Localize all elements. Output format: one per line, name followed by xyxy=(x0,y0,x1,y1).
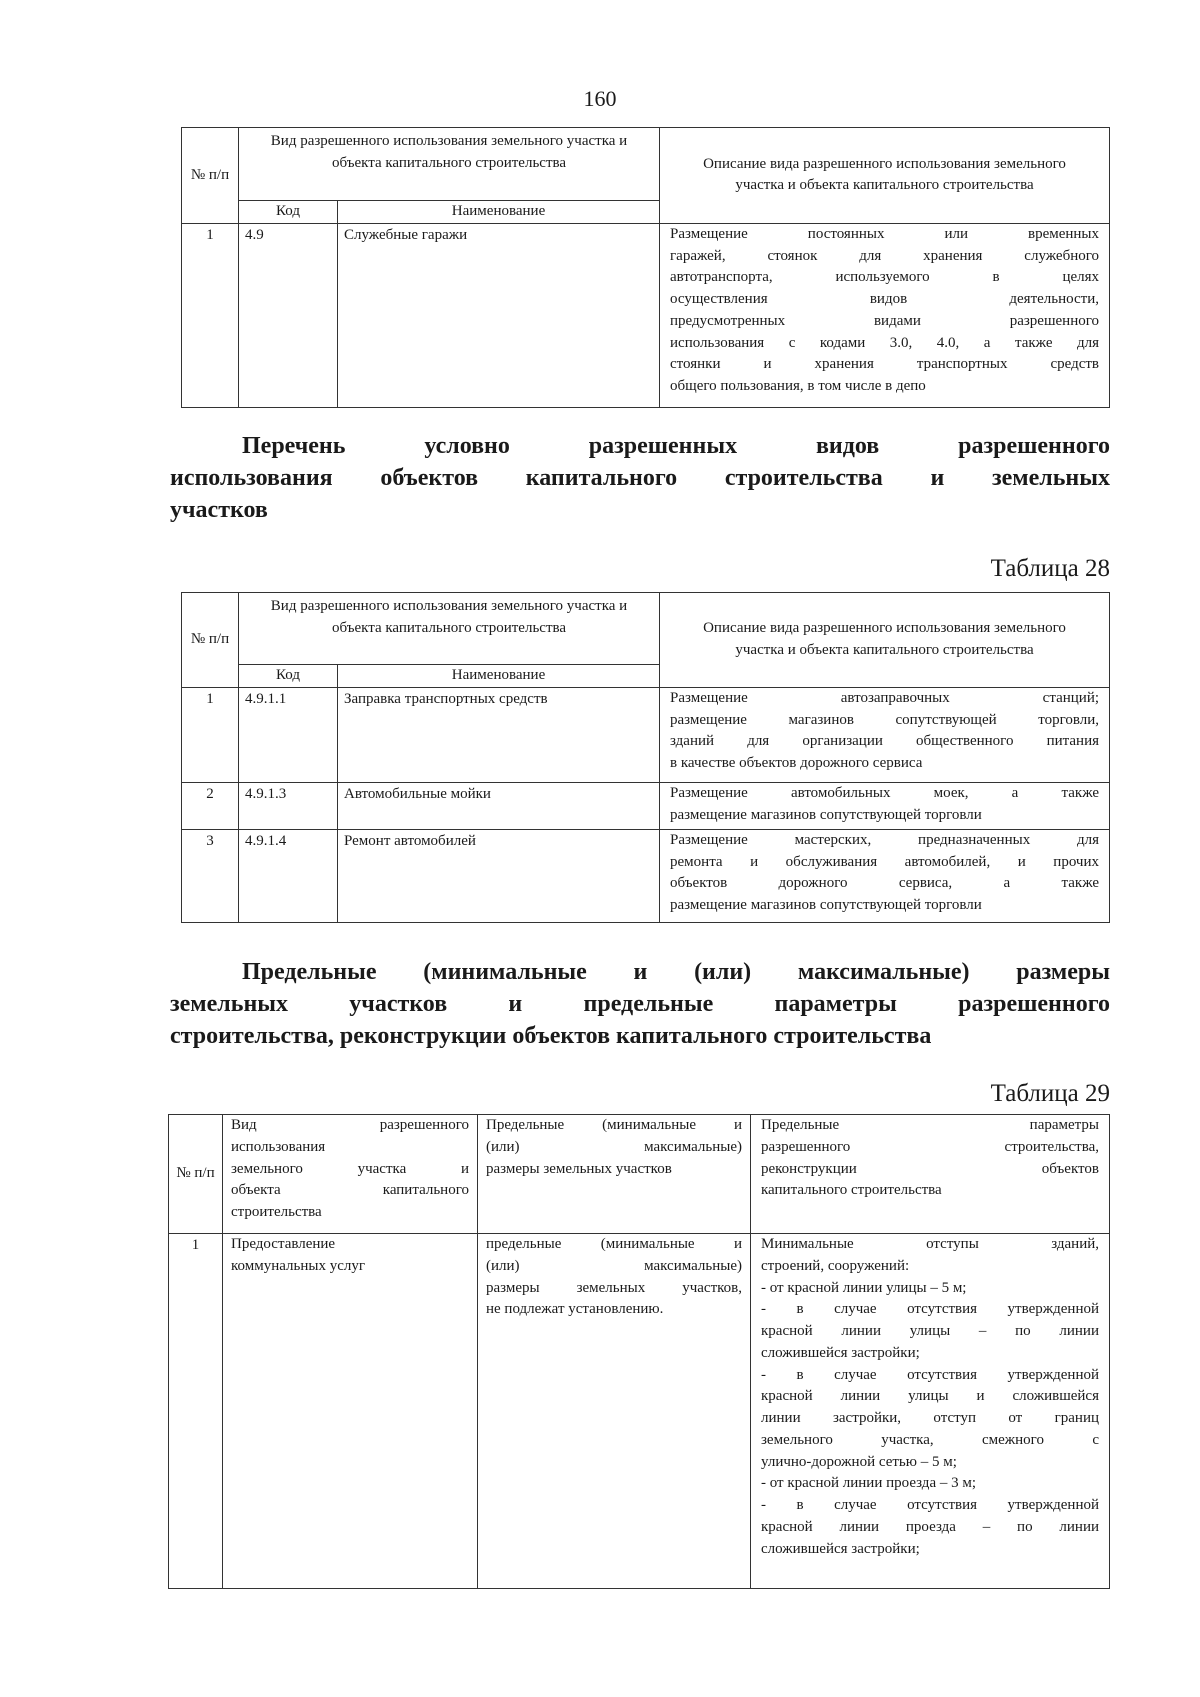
row-description xyxy=(660,687,1110,782)
table-28 xyxy=(181,592,1110,923)
section-heading-conditional-uses xyxy=(170,430,1110,526)
desc-line: использования с кодами 3.0, 4.0, а также для xyxy=(670,334,1100,351)
header-line: строительства xyxy=(231,1204,322,1220)
cell-line: предельные (минимальные и xyxy=(486,1236,742,1252)
row-code: 4.9.1.1 xyxy=(239,687,338,782)
header-line: использования xyxy=(231,1138,326,1155)
table-row xyxy=(182,829,1110,922)
header-sizes xyxy=(478,1115,751,1234)
cell-line: не подлежат установлению. xyxy=(486,1301,664,1318)
header-num: № п/п xyxy=(182,593,239,688)
row-num: 1 xyxy=(182,687,239,782)
row-vri xyxy=(223,1234,478,1589)
row-description xyxy=(660,782,1110,829)
row-params xyxy=(751,1234,1110,1589)
header-line: Предельные (минимальные и xyxy=(486,1117,742,1133)
desc-line: размещение магазинов сопутствующей торговли xyxy=(670,897,982,913)
desc-line: размещение магазинов сопутствующей торговли, xyxy=(670,711,1100,728)
cell-line: земельного участка, смежного с xyxy=(761,1431,1099,1448)
cell-line: Минимальные отступы зданий, xyxy=(761,1236,1099,1252)
heading-line: Перечень условно разрешенных видов разрешенного xyxy=(242,433,1110,459)
heading-line: строительства, реконструкции объектов капитального строительства xyxy=(170,1023,932,1049)
desc-line: стоянки и хранения транспортных средств xyxy=(670,356,1100,373)
table-top xyxy=(181,127,1110,408)
row-name: Заправка транспортных средств xyxy=(338,687,660,782)
cell-line: строений, сооружений: xyxy=(761,1257,910,1274)
desc-line: общего пользования, в том числе в депо xyxy=(670,378,926,394)
header-code: Код xyxy=(239,201,338,224)
heading-line: участков xyxy=(170,497,268,523)
header-line: объекта капитального xyxy=(231,1182,469,1199)
heading-line: Предельные (минимальные и (или) максимальные) размеры xyxy=(242,959,1110,985)
header-line: разрешенного строительства, xyxy=(761,1138,1099,1155)
desc-line: в качестве объектов дорожного сервиса xyxy=(670,755,923,771)
header-line: размеры земельных участков xyxy=(486,1160,672,1177)
header-vri xyxy=(223,1115,478,1234)
desc-line: Размещение мастерских, предназначенных для xyxy=(670,831,1100,848)
row-sizes xyxy=(478,1234,751,1589)
row-description xyxy=(660,829,1110,922)
table29-caption: Таблица 29 xyxy=(990,1080,1110,1107)
desc-line: предусмотренных видами разрешенного xyxy=(670,312,1100,329)
row-num: 1 xyxy=(182,223,239,407)
table-row xyxy=(182,687,1110,782)
header-vri-group: Вид разрешенного использования земельного участка и объекта капитального строительства xyxy=(239,593,660,665)
header-params xyxy=(751,1115,1110,1234)
header-num: № п/п xyxy=(169,1115,223,1234)
desc-line: гаражей, стоянок для хранения служебного xyxy=(670,247,1100,264)
header-line: Предельные параметры xyxy=(761,1117,1099,1133)
row-code: 4.9.1.4 xyxy=(239,829,338,922)
page-number: 160 xyxy=(583,86,617,111)
header-line: капитального строительства xyxy=(761,1182,942,1199)
header-name: Наименование xyxy=(338,665,660,688)
row-code: 4.9.1.3 xyxy=(239,782,338,829)
section-heading-size-limits xyxy=(170,956,1110,1052)
header-line: Вид разрешенного xyxy=(231,1117,469,1133)
row-description xyxy=(660,223,1110,407)
cell-line: - от красной линии проезда – 3 м; xyxy=(761,1475,977,1492)
cell-line: - от красной линии улицы – 5 м; xyxy=(761,1279,967,1296)
header-code: Код xyxy=(239,665,338,688)
header-line: земельного участка и xyxy=(231,1160,469,1177)
desc-line: зданий для организации общественного питания xyxy=(670,733,1100,750)
desc-line: Размещение автозаправочных станций; xyxy=(670,689,1100,706)
cell-line: красной линии улицы и сложившейся xyxy=(761,1388,1099,1405)
desc-line: объектов дорожного сервиса, а также xyxy=(670,875,1100,892)
header-description: Описание вида разрешенного использования земельного участка и объекта капитального строительства xyxy=(660,128,1110,224)
header-line: реконструкции объектов xyxy=(761,1160,1099,1177)
table-29 xyxy=(168,1114,1110,1589)
table-row xyxy=(182,782,1110,829)
row-name: Автомобильные мойки xyxy=(338,782,660,829)
header-description: Описание вида разрешенного использования земельного участка и объекта капитального строительства xyxy=(660,593,1110,688)
row-num: 3 xyxy=(182,829,239,922)
cell-line: Предоставление xyxy=(231,1236,336,1252)
desc-line: автотранспорта, используемого в целях xyxy=(670,269,1100,286)
heading-line: земельных участков и предельные параметры разрешенного xyxy=(170,991,1110,1017)
header-name: Наименование xyxy=(338,201,660,224)
row-name: Ремонт автомобилей xyxy=(338,829,660,922)
table28-caption: Таблица 28 xyxy=(990,555,1110,582)
header-line: (или) максимальные) xyxy=(486,1138,742,1155)
heading-line: использования объектов капитального строительства и земельных xyxy=(170,465,1110,491)
cell-line: сложившейся застройки; xyxy=(761,1540,920,1557)
cell-line: линии застройки, отступ от границ xyxy=(761,1410,1099,1426)
header-vri-group: Вид разрешенного использования земельного участка и объекта капитального строительства xyxy=(239,128,660,201)
table-row xyxy=(169,1234,1110,1589)
cell-line: - в случае отсутствия утвержденной xyxy=(761,1301,1099,1318)
row-name: Служебные гаражи xyxy=(338,223,660,407)
desc-line: Размещение автомобильных моек, а также xyxy=(670,784,1100,801)
desc-line: размещение магазинов сопутствующей торговли xyxy=(670,806,982,823)
table-row xyxy=(182,223,1110,407)
cell-line: красной линии улицы – по линии xyxy=(761,1323,1099,1339)
cell-line: красной линии проезда – по линии xyxy=(761,1518,1099,1535)
cell-line: (или) максимальные) xyxy=(486,1257,742,1274)
cell-line: улично-дорожной сетью – 5 м; xyxy=(761,1453,957,1470)
desc-line: Размещение постоянных или временных xyxy=(670,225,1100,242)
cell-line: размеры земельных участков, xyxy=(486,1279,742,1296)
cell-line: - в случае отсутствия утвержденной xyxy=(761,1366,1099,1383)
cell-line: - в случае отсутствия утвержденной xyxy=(761,1497,1099,1513)
header-num: № п/п xyxy=(182,128,239,224)
desc-line: осуществления видов деятельности, xyxy=(670,291,1100,307)
row-num: 2 xyxy=(182,782,239,829)
row-code: 4.9 xyxy=(239,223,338,407)
row-num: 1 xyxy=(169,1234,223,1589)
cell-line: коммунальных услуг xyxy=(231,1257,366,1274)
desc-line: ремонта и обслуживания автомобилей, и прочих xyxy=(670,853,1100,870)
cell-line: сложившейся застройки; xyxy=(761,1344,920,1361)
